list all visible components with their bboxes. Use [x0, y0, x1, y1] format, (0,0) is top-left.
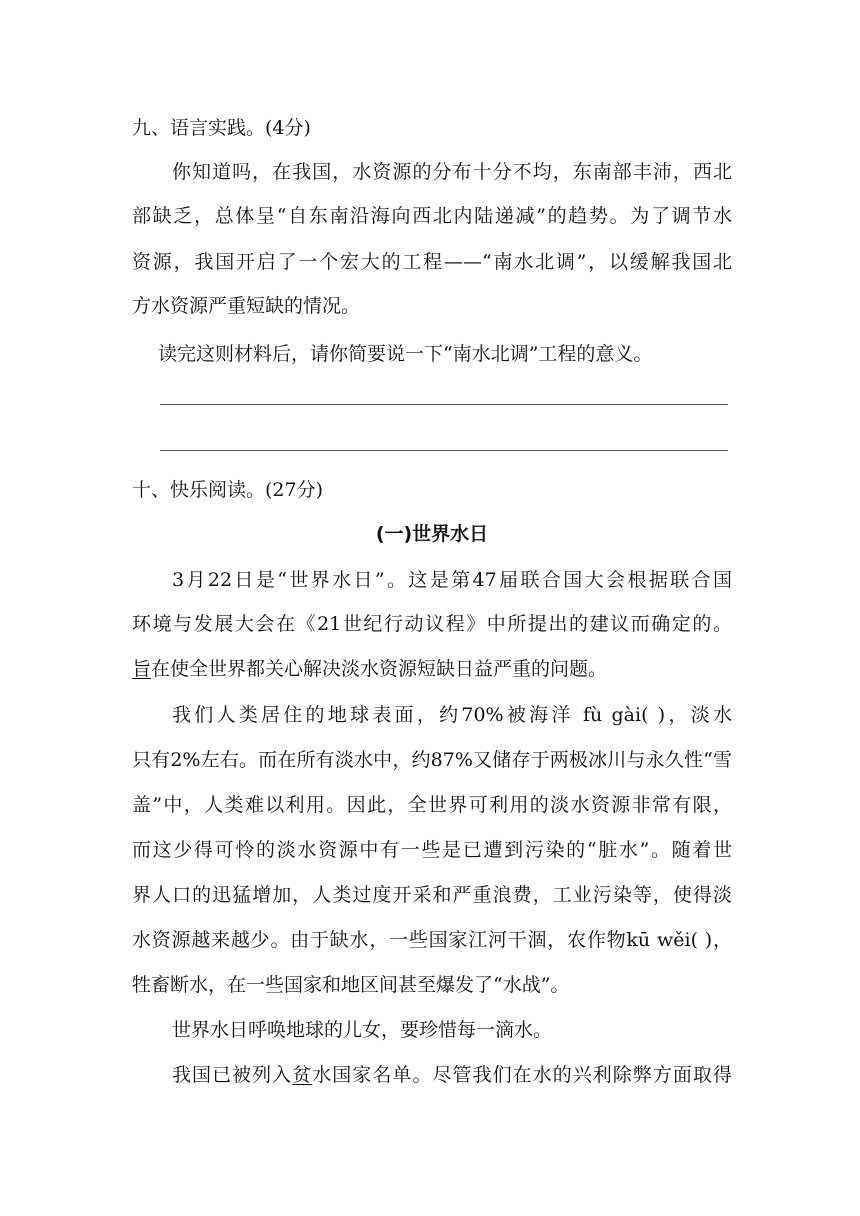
passage-line-with-pinyin-blank: 我们人类居住的地球表面，约70%被海洋 fù gài( )，淡水 [172, 704, 732, 726]
passage-line: 盖”中，人类难以利用。因此，全世界可利用的淡水资源非常有限， [132, 794, 732, 816]
passage-line: 牲畜断水，在一些国家和地区间甚至爆发了“水战”。 [132, 974, 570, 996]
answer-line-1[interactable] [160, 404, 728, 405]
passage-line: 3月22日是“世界水日”。这是第47届联合国大会根据联合国 [172, 569, 732, 591]
section9-paragraph-line: 你知道吗，在我国，水资源的分布十分不均，东南部丰沛，西北 [172, 161, 732, 183]
passage-line: 旨在使全世界都关心解决淡水资源短缺日益严重的问题。 [132, 658, 608, 680]
passage-title: (一)世界水日 [375, 523, 489, 545]
section9-question: 读完这则材料后，请你简要说一下“南水北调”工程的意义。 [158, 343, 653, 365]
passage-line: 而这少得可怜的淡水资源中有一些是已遭到污染的“脏水”。随着世 [132, 839, 732, 861]
passage-line: 环境与发展大会在《21世纪行动议程》中所提出的建议而确定的。 [132, 613, 732, 635]
underlined-char: 旨 [132, 658, 152, 680]
passage-line: 世界水日呼唤地球的儿女，要珍惜每一滴水。 [172, 1019, 553, 1041]
section9-heading: 九、语言实践。(4分) [132, 117, 311, 139]
section9-paragraph-line: 方水资源严重短缺的情况。 [132, 295, 361, 317]
section9-paragraph-line: 部缺乏，总体呈“自东南沿海向西北内陆递减”的趋势。为了调节水 [132, 205, 732, 227]
passage-line: 只有2%左右。而在所有淡水中，约87%又储存于两极冰川与永久性“雪 [132, 749, 732, 771]
passage-line-with-pinyin-blank: 水资源越来越少。由于缺水，一些国家江河干涸，农作物kū wěi( )， [132, 929, 732, 951]
underlined-char: 贫 [292, 1064, 313, 1086]
section10-heading: 十、快乐阅读。(27分) [132, 479, 324, 501]
passage-line: 我国已被列入贫水国家名单。尽管我们在水的兴利除弊方面取得 [172, 1064, 732, 1086]
answer-line-2[interactable] [160, 450, 728, 451]
passage-line: 界人口的迅猛增加，人类过度开采和严重浪费，工业污染等，使得淡 [132, 884, 732, 906]
section9-paragraph-line: 资源，我国开启了一个宏大的工程——“南水北调”，以缓解我国北 [132, 251, 732, 273]
